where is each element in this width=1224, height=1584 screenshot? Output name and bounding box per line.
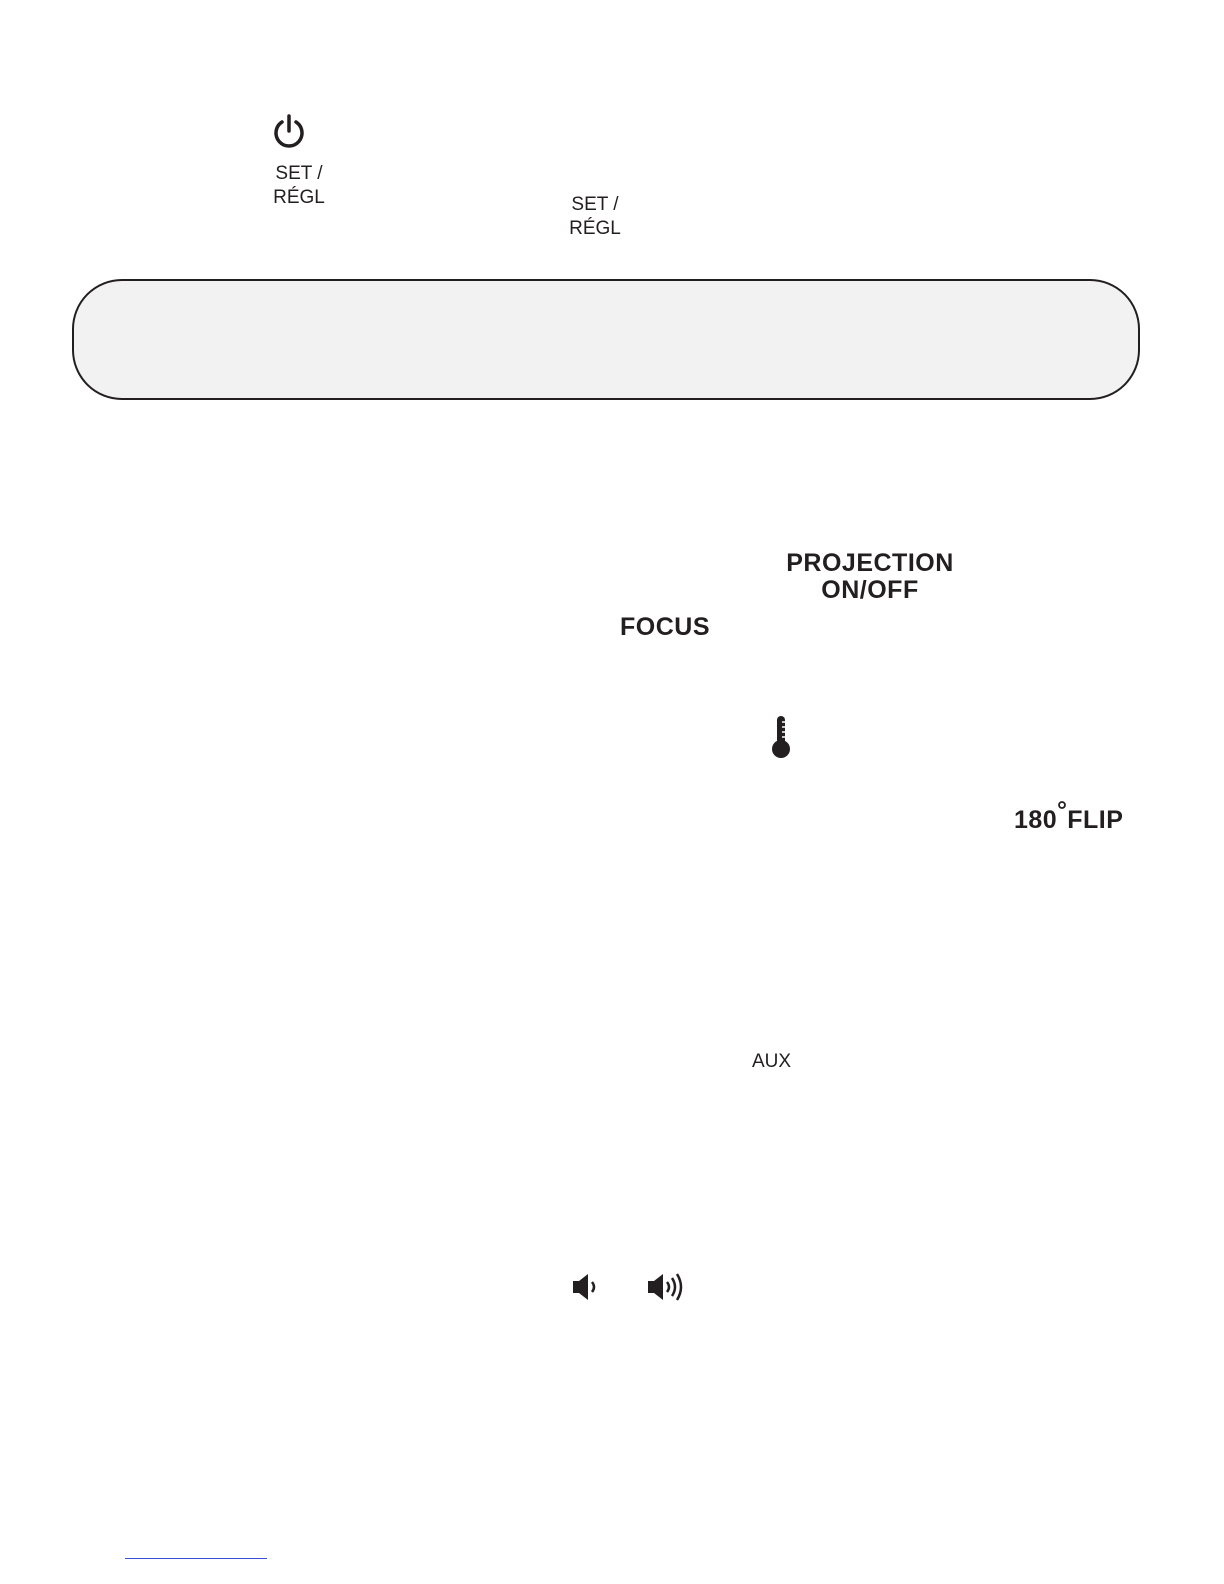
thermometer-icon bbox=[769, 714, 793, 760]
regl-label-line2: RÉGL bbox=[273, 187, 325, 208]
volume-up-icon bbox=[646, 1271, 690, 1303]
projection-on-off-label bbox=[770, 550, 970, 604]
flip-180-label bbox=[1014, 807, 1123, 834]
footer-rule bbox=[125, 1558, 267, 1559]
aux-label: AUX bbox=[752, 1051, 792, 1072]
volume-down-icon bbox=[571, 1271, 603, 1303]
set-label-line1: SET / bbox=[275, 163, 323, 184]
set-regl-label-left bbox=[258, 162, 340, 210]
set-regl-label-right bbox=[554, 193, 636, 241]
power-icon bbox=[272, 114, 306, 150]
projection-label: PROJECTION bbox=[786, 549, 954, 577]
set-label-line1: SET / bbox=[571, 194, 619, 215]
regl-label-line2: RÉGL bbox=[569, 218, 621, 239]
flip-degrees-number: 180 bbox=[1014, 806, 1058, 834]
degree-symbol bbox=[1057, 807, 1067, 834]
focus-label: FOCUS bbox=[620, 613, 710, 641]
on-off-label: ON/OFF bbox=[821, 576, 919, 604]
note-box bbox=[72, 279, 1140, 400]
flip-text: FLIP bbox=[1067, 806, 1124, 834]
